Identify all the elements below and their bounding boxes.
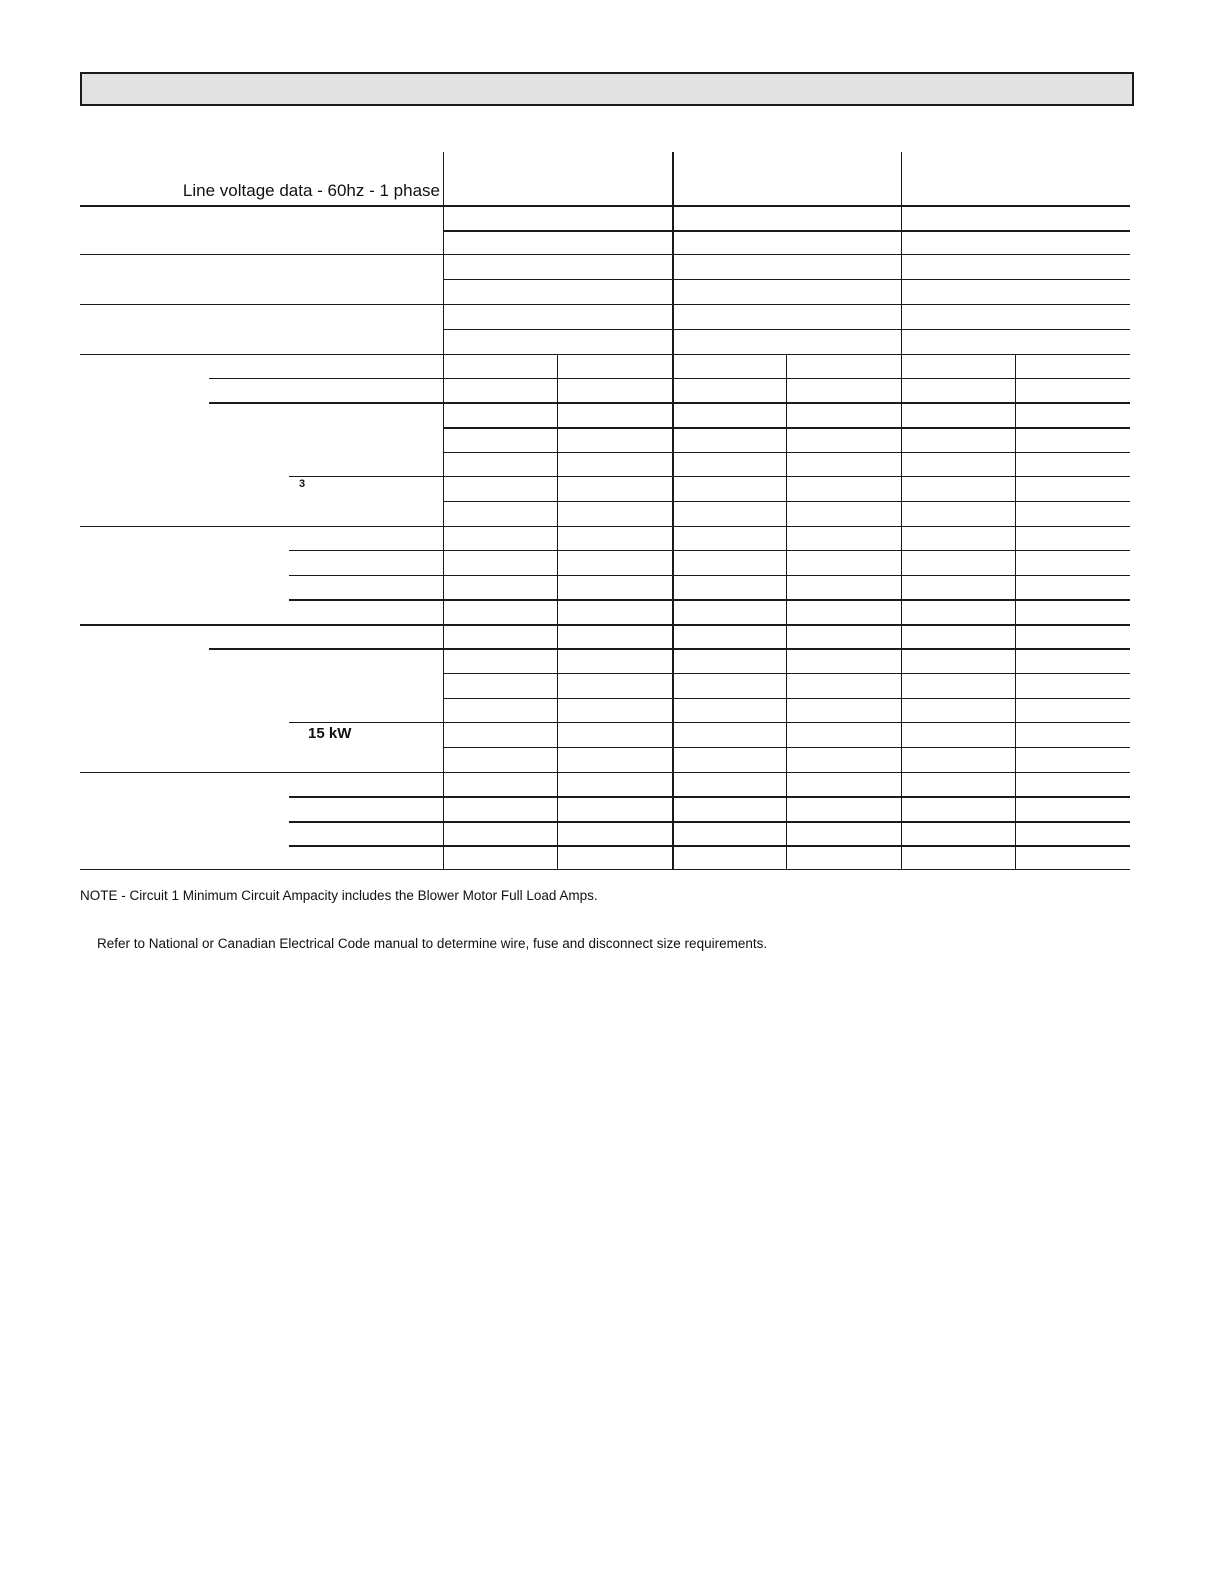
table-row-line [289,550,1130,551]
table-row-line [80,772,1130,773]
table-divider [1015,354,1016,869]
table-row-line [209,648,1130,650]
table-row-line [80,624,1130,626]
code-reference-note: Refer to National or Canadian Electrical Code manual to determine wire, fuse and disconnect size requirements. [97,936,768,951]
table-row-line [443,427,1130,429]
table-row-line [443,501,1130,502]
table-row-line [289,821,1130,823]
table-row-line [80,526,1130,527]
table-row-line [289,722,1130,723]
table-row-line [80,254,1130,255]
table-row-line [443,329,1130,330]
section-title-bar [80,72,1134,106]
footnote-marker: 3 [299,478,306,490]
table-row-line [80,354,1130,355]
table-divider [901,152,902,869]
table-divider [786,354,787,869]
table-row-line [80,205,1130,207]
table-row-line [289,599,1130,601]
table-divider [557,354,558,869]
table-row-line [443,279,1130,280]
table-row-line [443,673,1130,674]
table-row-line [80,304,1130,305]
table-row-line [80,869,1130,870]
table-header-label: Line voltage data - 60hz - 1 phase [182,181,440,200]
table-row-line [209,378,1130,379]
table-divider [443,152,444,869]
circuit-note: NOTE - Circuit 1 Minimum Circuit Ampacity includes the Blower Motor Full Load Amps. [80,888,598,903]
heater-kw-label: 15 kW [308,725,352,742]
table-row-line [443,230,1130,232]
table-row-line [209,402,1130,404]
table-row-line [443,452,1130,453]
table-divider [672,152,674,869]
table-row-line [443,747,1130,748]
table-row-line [289,575,1130,576]
table-row-line [289,845,1130,847]
table-row-line [289,476,1130,477]
table-row-line [443,698,1130,699]
table-row-line [289,796,1130,798]
